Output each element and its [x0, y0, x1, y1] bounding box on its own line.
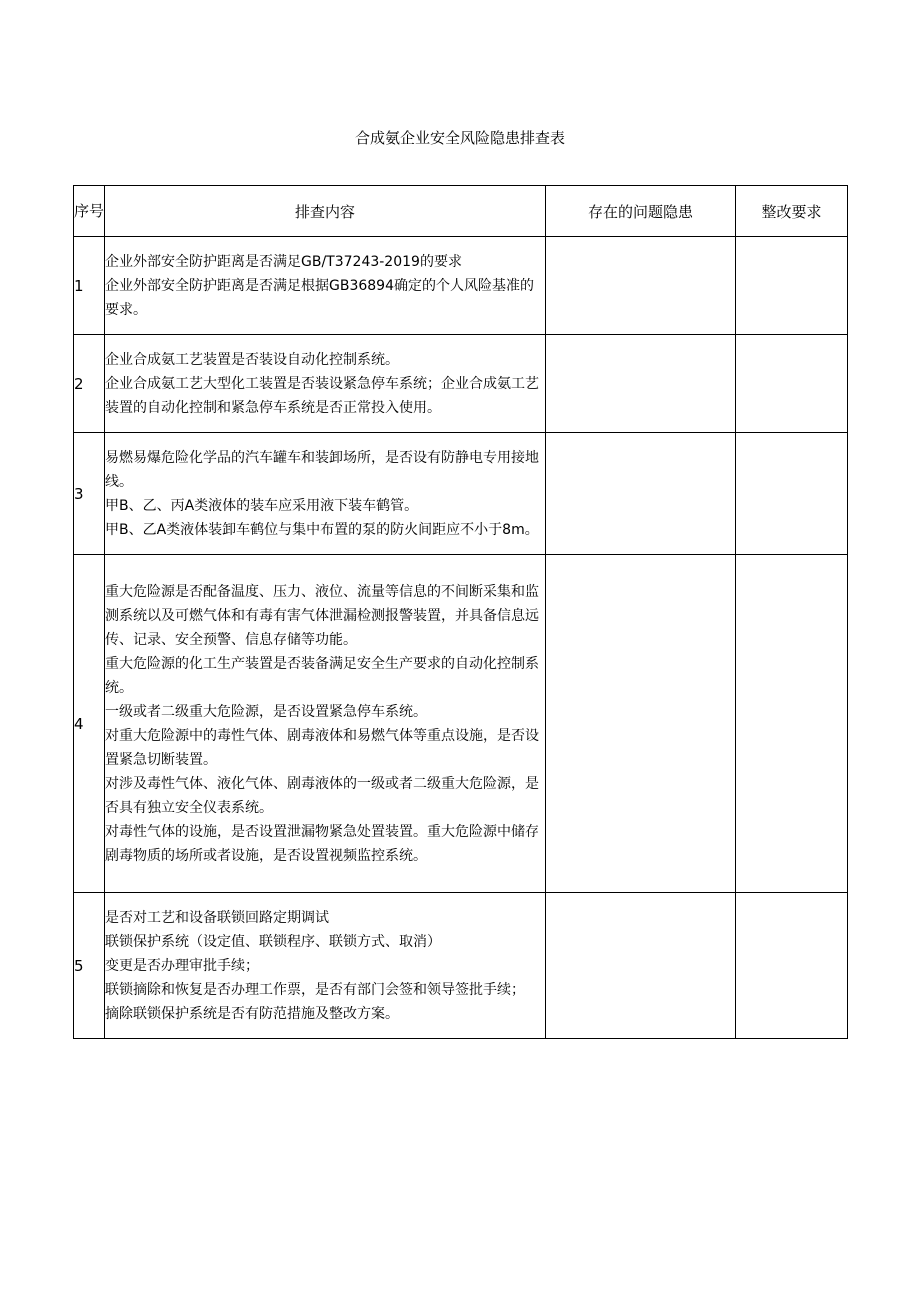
row-number: 4 [74, 555, 105, 893]
table-row [74, 893, 848, 1039]
check-item: 对涉及毒性气体、液化气体、剧毒液体的一级或者二级重大危险源，是否具有独立安全仪表系统。 [105, 775, 539, 816]
check-item: 重大危险源是否配备温度、压力、液位、流量等信息的不间断采集和监测系统以及可燃气体和有毒有害气体泄漏检测报警装置，并具备信息远传、记录、安全预警、信息存储等功能。 [105, 583, 539, 648]
problem-cell[interactable] [546, 555, 736, 893]
check-item: 联锁保护系统（设定值、联锁程序、联锁方式、取消） [105, 933, 441, 950]
check-item: 易燃易爆危险化学品的汽车罐车和装卸场所，是否设有防静电专用接地线。 [105, 449, 539, 490]
check-item: 变更是否办理审批手续； [105, 957, 259, 974]
row-number: 3 [74, 433, 105, 555]
requirement-cell[interactable] [736, 335, 848, 433]
requirement-cell[interactable] [736, 555, 848, 893]
header-existing-problems: 存在的问题隐患 [546, 186, 736, 237]
check-item: 摘除联锁保护系统是否有防范措施及整改方案。 [105, 1005, 399, 1022]
check-item: 企业合成氨工艺装置是否装设自动化控制系统。 [105, 351, 399, 368]
problem-cell[interactable] [546, 237, 736, 335]
table-row [74, 433, 848, 555]
check-content-cell [105, 335, 546, 433]
requirement-cell[interactable] [736, 237, 848, 335]
problem-cell[interactable] [546, 433, 736, 555]
check-item: 企业合成氨工艺大型化工装置是否装设紧急停车系统；企业合成氨工艺装置的自动化控制和紧急停车系统是否正常投入使用。 [105, 375, 539, 416]
check-item: 甲B、乙、丙A类液体的装车应采用液下装车鹤管。 [105, 497, 419, 514]
check-item: 对重大危险源中的毒性气体、剧毒液体和易燃气体等重点设施，是否设置紧急切断装置。 [105, 727, 539, 768]
check-item: 重大危险源的化工生产装置是否装备满足安全生产要求的自动化控制系统。 [105, 655, 539, 696]
check-item: 企业外部安全防护距离是否满足GB/T37243-2019的要求 [105, 253, 462, 270]
check-item: 是否对工艺和设备联锁回路定期调试 [105, 909, 329, 926]
row-number: 5 [74, 893, 105, 1039]
check-content-cell [105, 237, 546, 335]
table-row [74, 555, 848, 893]
header-check-content: 排查内容 [105, 186, 546, 237]
row-number: 1 [74, 237, 105, 335]
hazard-check-table [73, 185, 848, 1039]
check-item: 对毒性气体的设施，是否设置泄漏物紧急处置装置。重大危险源中储存剧毒物质的场所或者设施，是否设置视频监控系统。 [105, 823, 539, 864]
header-rectification-requirements: 整改要求 [736, 186, 848, 237]
problem-cell[interactable] [546, 893, 736, 1039]
document-title: 合成氨企业安全风险隐患排查表 [354, 129, 565, 147]
check-item: 一级或者二级重大危险源，是否设置紧急停车系统。 [105, 703, 427, 720]
table-header-row [74, 186, 848, 237]
check-item: 联锁摘除和恢复是否办理工作票，是否有部门会签和领导签批手续； [105, 981, 525, 998]
problem-cell[interactable] [546, 335, 736, 433]
table-row [74, 335, 848, 433]
check-content-cell [105, 555, 546, 893]
row-number: 2 [74, 335, 105, 433]
check-item: 甲B、乙A类液体装卸车鹤位与集中布置的泵的防火间距应不小于8m。 [105, 521, 539, 538]
table-row [74, 237, 848, 335]
check-content-cell [105, 893, 546, 1039]
check-content-cell [105, 433, 546, 555]
requirement-cell[interactable] [736, 893, 848, 1039]
requirement-cell[interactable] [736, 433, 848, 555]
check-item: 企业外部安全防护距离是否满足根据GB36894确定的个人风险基准的要求。 [105, 277, 534, 318]
header-serial-number: 序号 [74, 186, 105, 237]
